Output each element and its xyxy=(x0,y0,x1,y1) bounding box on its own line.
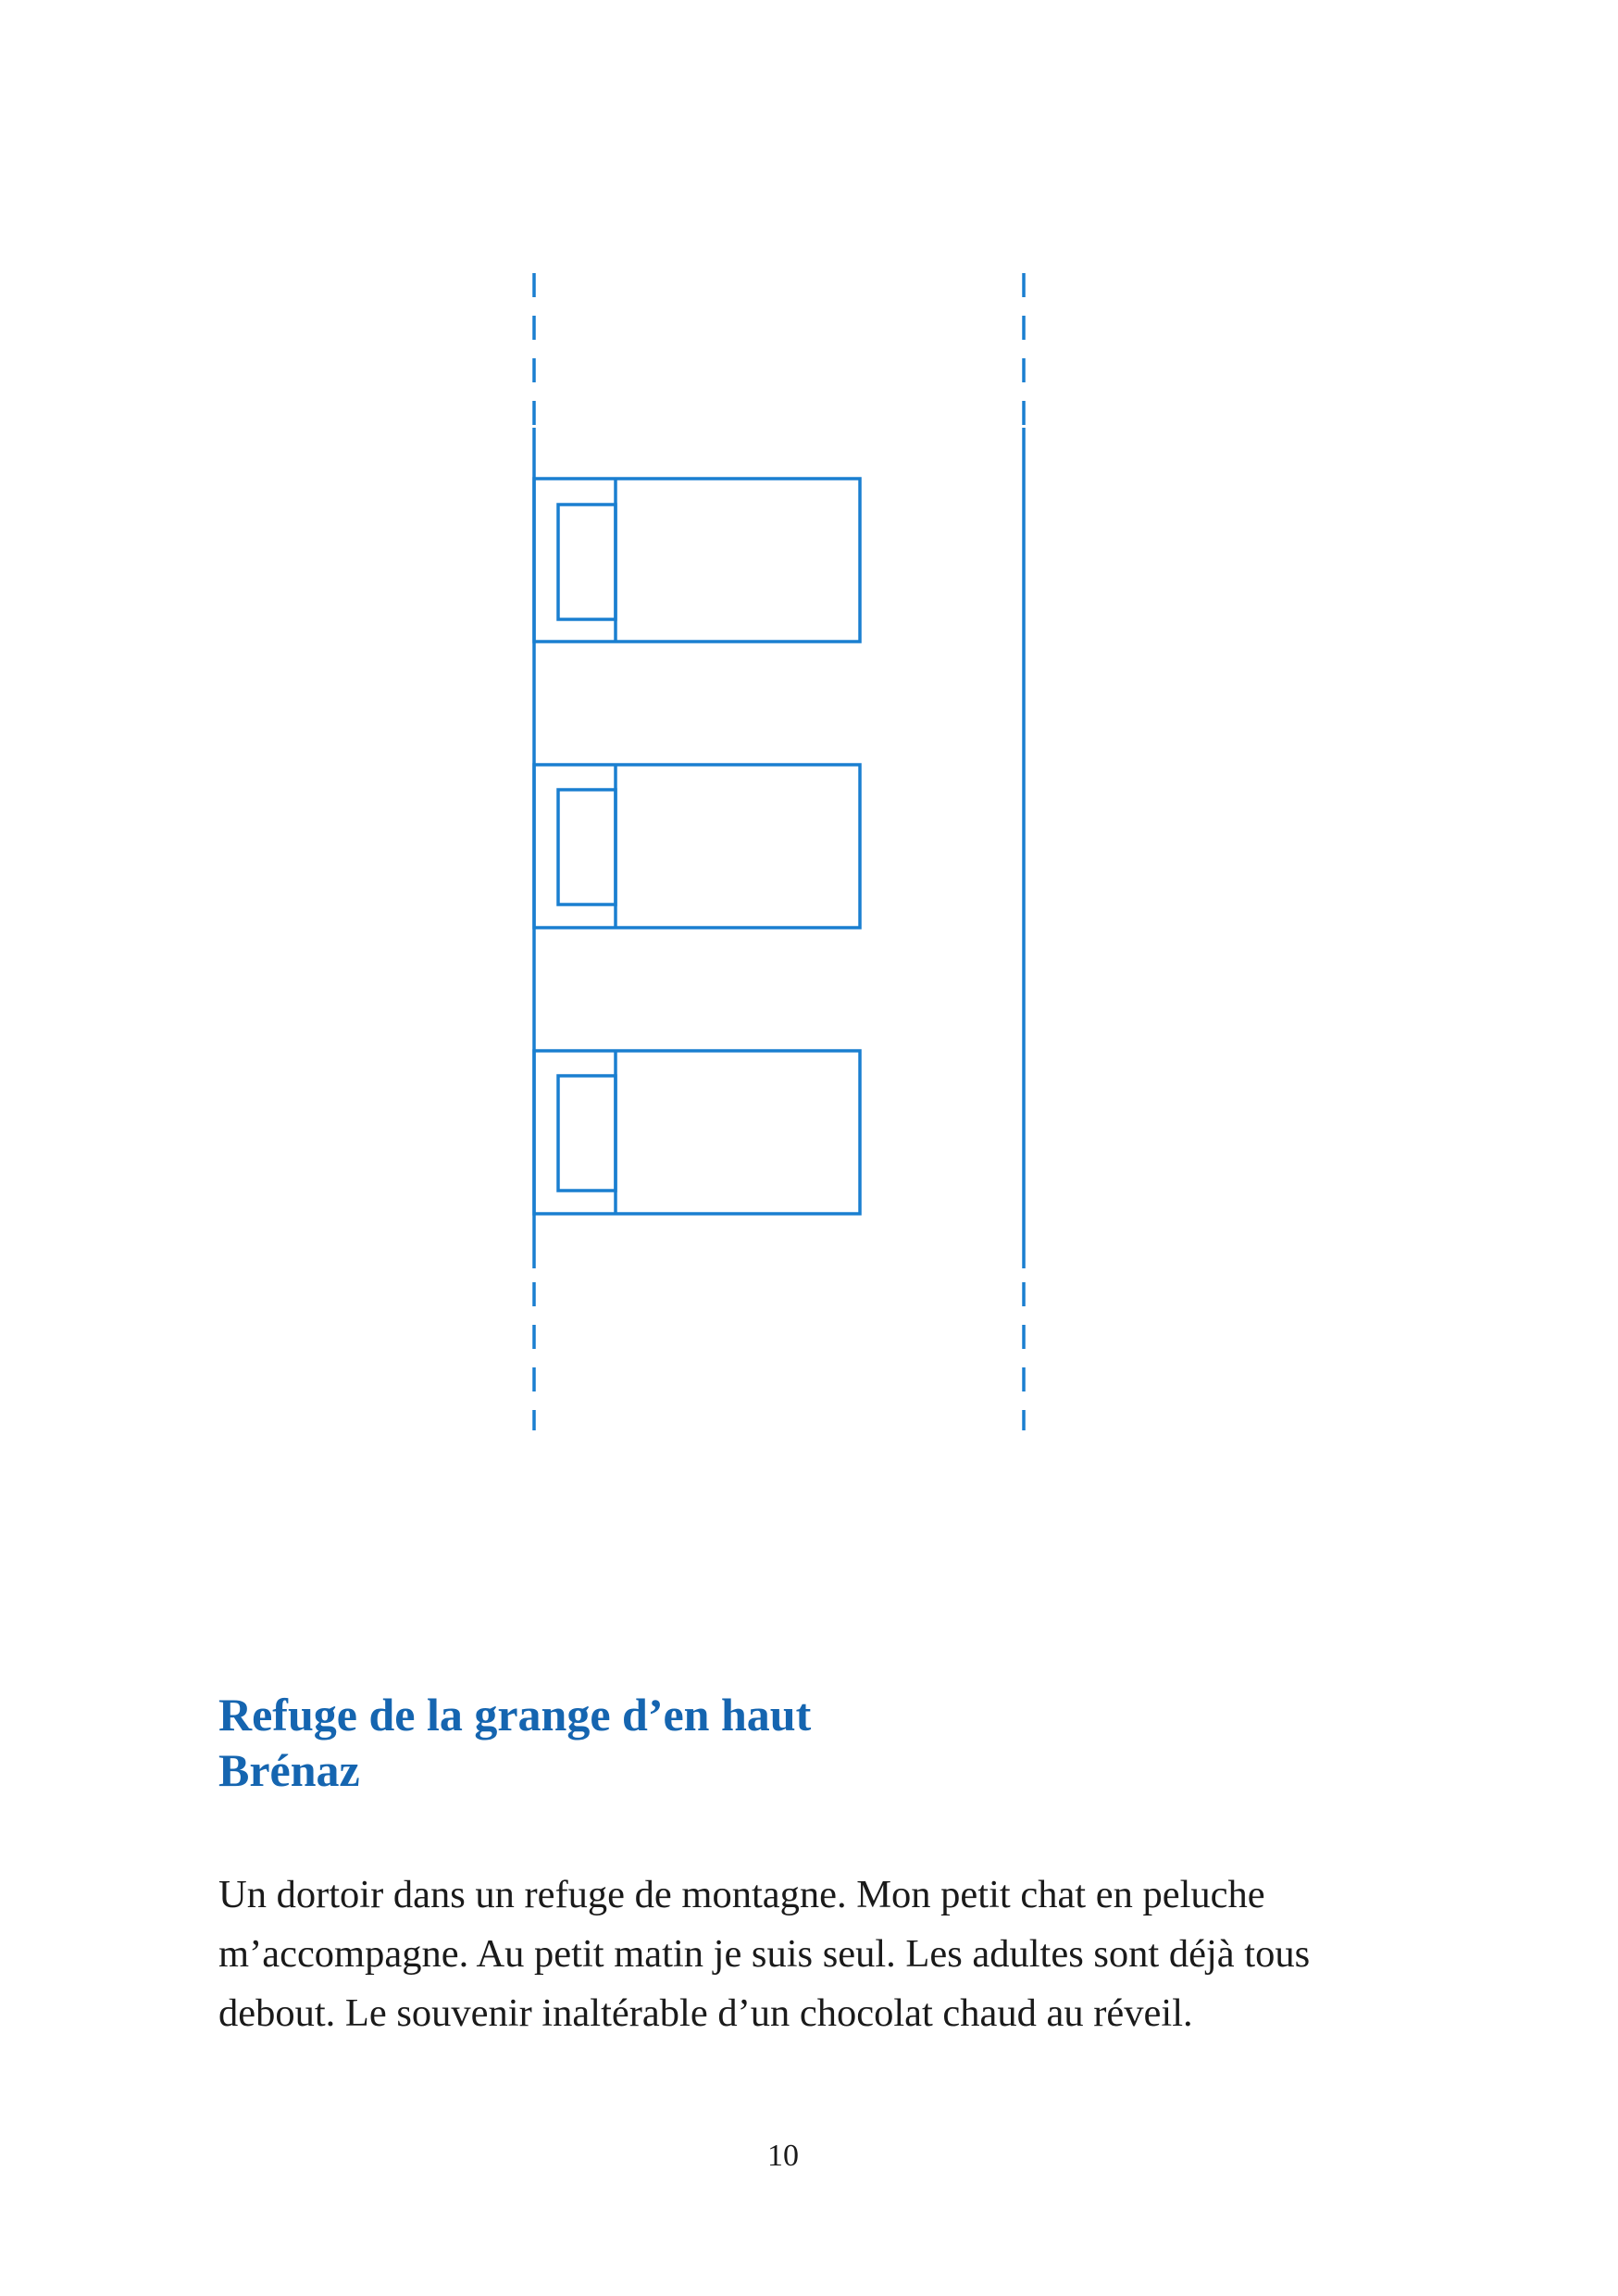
entry-title: Refuge de la grange d’en haut xyxy=(218,1689,812,1741)
bed-pillow xyxy=(558,1076,616,1191)
bed xyxy=(534,479,860,642)
bed xyxy=(534,1051,860,1214)
bed xyxy=(534,765,860,928)
entry-heading xyxy=(218,1687,811,1798)
body-line: m’accompagne. Au petit matin je suis seul. Les adultes sont déjà tous xyxy=(218,1932,1311,1976)
page-number: 10 xyxy=(767,2139,799,2173)
bed-pillow xyxy=(558,790,616,905)
entry-place: Brénaz xyxy=(218,1744,360,1796)
body-line: Un dortoir dans un refuge de montagne. Mon petit chat en peluche xyxy=(218,1873,1265,1916)
body-line: debout. Le souvenir inaltérable d’un chocolat chaud au réveil. xyxy=(218,1991,1193,2035)
bed-pillow xyxy=(558,505,616,619)
entry-body xyxy=(218,1866,1422,2043)
